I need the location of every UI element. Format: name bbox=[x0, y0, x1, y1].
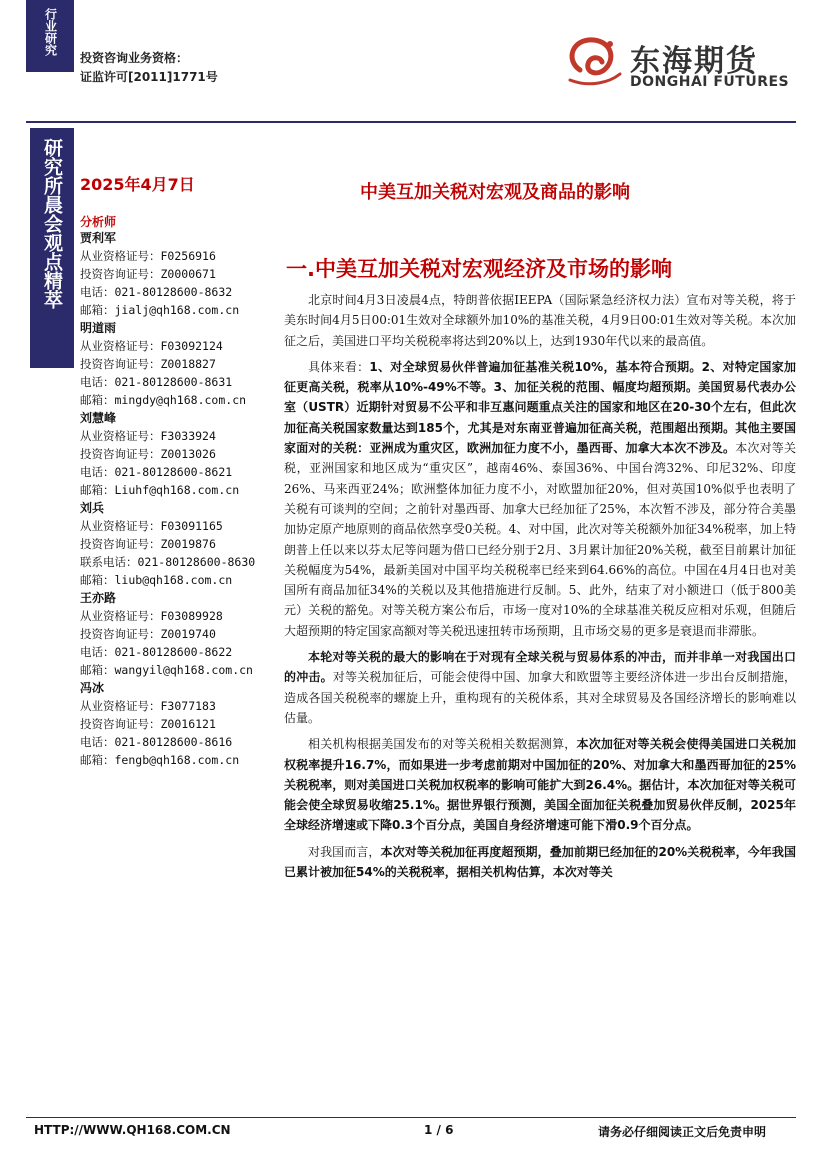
paragraph-run-bold: 1、对全球贸易伙伴普遍加征基准关税10%，基本符合预期。2、对特定国家加征更高关税，税率从10%-49%不等。3、加征关税的范围、幅度均超预期。美国贸易代表办公室（USTR）近期针对贸易不公平和非互惠问题重点关注的国家和地区在20-30个左右，但此次加征高关税国家数量达到185个，尤其是对东南亚普遍加征高关税，范围超出预期。其他主要国家面对的关税：亚洲成为重灾区，欧洲加征力度不小，墨西哥、加拿大本次不涉及。 bbox=[284, 359, 796, 456]
series-tag bbox=[30, 128, 74, 368]
series-label: 研究所晨会观点精萃 bbox=[41, 138, 63, 309]
license-number: 证监许可[2011]1771号 bbox=[80, 70, 218, 84]
analyst-phone: 电话：021-80128600-8616 bbox=[80, 735, 233, 749]
analyst-entry bbox=[80, 319, 280, 409]
analyst-license: 从业资格证号：F03092124 bbox=[80, 339, 223, 353]
analyst-phone: 电话：021-80128600-8621 bbox=[80, 465, 233, 479]
page-number: 1 / 6 bbox=[424, 1123, 454, 1137]
logo-chinese-text: 东海期货 bbox=[630, 44, 758, 79]
analyst-name: 贾利军 bbox=[80, 231, 117, 245]
body-text bbox=[284, 290, 796, 888]
analyst-entry bbox=[80, 589, 280, 679]
paragraph bbox=[284, 290, 796, 351]
analyst-email[interactable]: 邮箱：fengb@qh168.com.cn bbox=[80, 753, 240, 767]
analyst-entry bbox=[80, 679, 280, 769]
paragraph-run-bold: 本次对等关税加征再度超预期，叠加前期已经加征的20%关税税率，今年我国已累计被加征54%的关税税率，据相关机构估算，本次对等关 bbox=[284, 844, 796, 880]
analyst-license: 从业资格证号：F0256916 bbox=[80, 249, 216, 263]
report-type-tag bbox=[26, 0, 74, 72]
analyst-advisory-license: 投资咨询证号：Z0019876 bbox=[80, 537, 216, 551]
analyst-phone: 电话：021-80128600-8632 bbox=[80, 285, 233, 299]
report-date: 2025年4月7日 bbox=[80, 175, 195, 194]
paragraph-run: 对我国而言， bbox=[308, 844, 381, 859]
paragraph-run: 相关机构根据美国发布的对等关税相关数据测算， bbox=[308, 737, 577, 752]
paragraph-run: 本次对等关税，亚洲国家和地区成为“重灾区”，越南46%、泰国36%、中国台湾32%、印尼32%、印度26%、马来西亚24%；欧洲整体加征力度不小，对欧盟加征20%，但对英国10%似乎也表明了关税有可谈判的空间；之前针对墨西哥、加拿大已经加征了25%，本次暂不涉及，部分符合美墨加协定原产地原则的商品依然享受0关税。4、对中国，此次对等关税额外加征34%税率，加上特朗普上任以来以芬太尼等问题为借口已经分别于2月、3月累计加征20%关税，截至目前累计加征关税幅度为54%，最新美国对中国平均关税税率已经来到64.66%的高位。中国在4月4日也对美国所有商品加征34%的关税以及其他措施进行反制。5、此外，结束了对小额进口（低于800美元）关税的豁免。对等关税方案公布后，市场一度对10%的全球基准关税反应相对乐观，但随后大超预期的特定国家高额对等关税迅速扭转市场预期，且市场交易的更多是衰退而非滞胀。 bbox=[284, 441, 796, 638]
analyst-license: 从业资格证号：F3077183 bbox=[80, 699, 216, 713]
paragraph-run-bold: 本轮对等关税的最大的影响在于对现有全球关税与贸易体系的冲击，而并非单一对我国出口的冲击。 bbox=[284, 650, 796, 685]
analyst-name: 明道雨 bbox=[80, 321, 117, 335]
footer-website-link[interactable]: HTTP://WWW.QH168.COM.CN bbox=[34, 1123, 231, 1137]
analyst-advisory-license: 投资咨询证号：Z0018827 bbox=[80, 357, 216, 371]
paragraph bbox=[284, 647, 796, 728]
paragraph-run: 北京时间4月3日凌晨4点，特朗普依据IEEPA（国际紧急经济权力法）宣布对等关税，将于美东时间4月5日00:01生效对全球额外加10%的基准关税，4月9日00:01生效对等关税。本次加征之后，美国进口平均关税税率将达到20%以上，达到1930年代以来的最高值。 bbox=[284, 293, 796, 348]
analyst-advisory-license: 投资咨询证号：Z0019740 bbox=[80, 627, 216, 641]
paragraph-run: 具体来看： bbox=[308, 359, 370, 374]
analyst-email[interactable]: 邮箱：liub@qh168.com.cn bbox=[80, 573, 233, 587]
analyst-email[interactable]: 邮箱：Liuhf@qh168.com.cn bbox=[80, 483, 240, 497]
analyst-license: 从业资格证号：F03089928 bbox=[80, 609, 223, 623]
analyst-email[interactable]: 邮箱：jialj@qh168.com.cn bbox=[80, 303, 240, 317]
analyst-phone: 联系电话：021-80128600-8630 bbox=[80, 555, 256, 569]
analyst-email[interactable]: 邮箱：mingdy@qh168.com.cn bbox=[80, 393, 247, 407]
paragraph bbox=[284, 734, 796, 835]
analyst-email[interactable]: 邮箱：wangyil@qh168.com.cn bbox=[80, 663, 253, 677]
analyst-phone: 电话：021-80128600-8631 bbox=[80, 375, 233, 389]
analyst-advisory-license: 投资咨询证号：Z0013026 bbox=[80, 447, 216, 461]
analyst-advisory-license: 投资咨询证号：Z0016121 bbox=[80, 717, 216, 731]
analyst-license: 从业资格证号：F03091165 bbox=[80, 519, 223, 533]
analyst-name: 王亦路 bbox=[80, 591, 117, 605]
paragraph bbox=[284, 842, 796, 883]
paragraph-run-bold: 本次加征对等关税会使得美国进口关税加权税率提升16.7%，而如果进一步考虑前期对中国加征的20%、对加拿大和墨西哥加征的25%关税税率，则对美国进口关税加权税率的影响可能扩大到26.4%。据估计，本次加征对等关税可能会使全球贸易收缩25.1%。据世界银行预测，美国全面加征关税叠加贸易伙伴反制，2025年全球经济增速或下降0.3个百分点，美国自身经济增速可能下滑0.9个百分点。 bbox=[284, 737, 796, 833]
header-divider bbox=[26, 121, 796, 123]
analyst-heading: 分析师 bbox=[80, 215, 117, 229]
analyst-name: 刘兵 bbox=[80, 501, 105, 515]
analyst-entry bbox=[80, 499, 280, 589]
analyst-entry bbox=[80, 229, 280, 319]
logo-english-text: DONGHAI FUTURES bbox=[630, 74, 790, 90]
section-heading: 一.中美互加关税对宏观经济及市场的影响 bbox=[286, 257, 672, 281]
analyst-advisory-license: 投资咨询证号：Z0000671 bbox=[80, 267, 216, 281]
footer-divider bbox=[26, 1117, 796, 1118]
paragraph bbox=[284, 357, 796, 641]
analyst-name: 冯冰 bbox=[80, 681, 105, 695]
analyst-list bbox=[80, 229, 280, 769]
qualification-block bbox=[80, 49, 218, 87]
paragraph-run: 对等关税加征后，可能会使得中国、加拿大和欧盟等主要经济体进一步出台反制措施，造成各国关税税率的螺旋上升，重构现有的关税体系，其对全球贸易及各国经济增长的影响难以估量。 bbox=[284, 670, 796, 725]
analyst-phone: 电话：021-80128600-8622 bbox=[80, 645, 233, 659]
document-title: 中美互加关税对宏观及商品的影响 bbox=[360, 182, 630, 203]
analyst-license: 从业资格证号：F3033924 bbox=[80, 429, 216, 443]
disclaimer-note: 请务必仔细阅读正文后免责申明 bbox=[598, 1125, 767, 1139]
analyst-entry bbox=[80, 409, 280, 499]
report-type-label: 行业研究 bbox=[43, 8, 58, 56]
qualification-line: 投资咨询业务资格： bbox=[80, 51, 189, 65]
analyst-name: 刘慧峰 bbox=[80, 411, 117, 425]
